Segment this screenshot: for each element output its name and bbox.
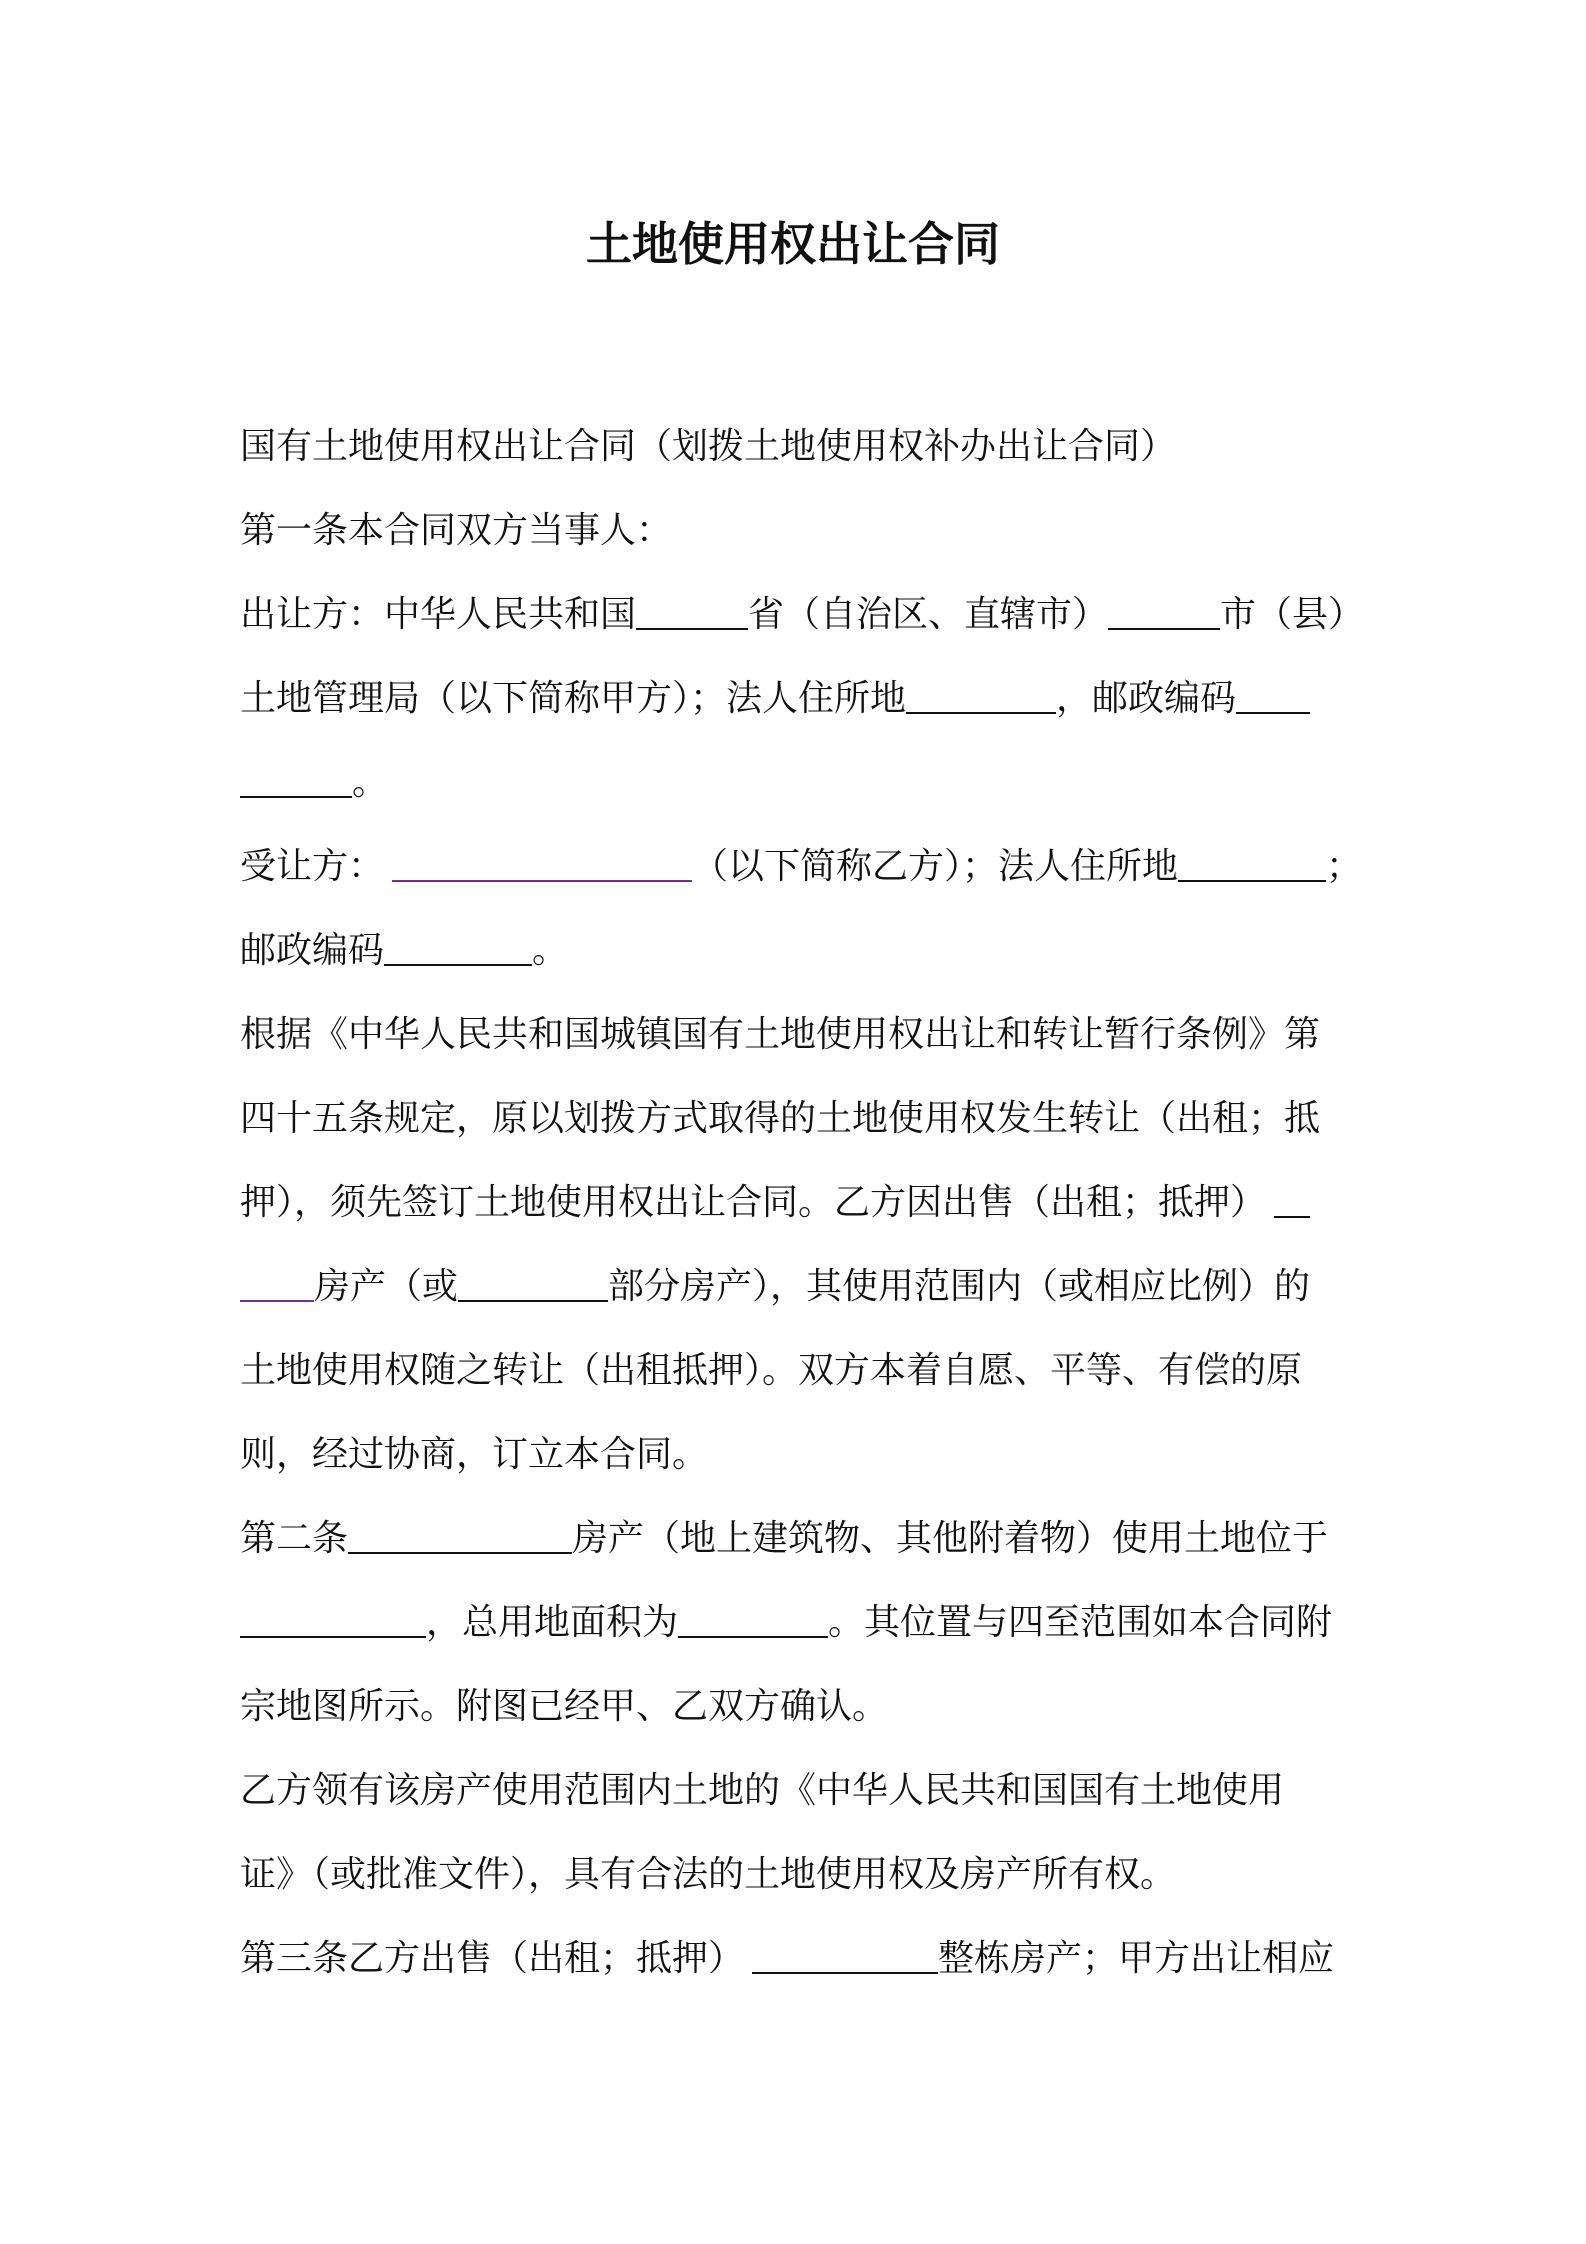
text-segment: 部分房产），其使用范围内（或相应比例）的 (608, 1266, 1311, 1307)
property-blank[interactable] (1274, 1180, 1310, 1218)
contract-line-6 (240, 825, 1363, 909)
text-segment: 证》（或批准文件），具有合法的土地使用权及房产所有权。 (240, 1854, 1177, 1895)
party-a-postcode-blank-cont[interactable] (240, 760, 352, 798)
document-title: 土地使用权出让合同 (586, 217, 1000, 271)
partial-property-blank[interactable] (458, 1264, 608, 1302)
text-segment: 乙方领有该房产使用范围内土地的《中华人民共和国国有土地使用 (240, 1770, 1285, 1811)
contract-line-5 (240, 741, 1360, 825)
text-segment: 邮政编码 (240, 930, 385, 971)
article-3-property-blank[interactable] (752, 1936, 938, 1974)
text-segment: 第二条 (240, 1518, 349, 1559)
article-2-property-blank[interactable] (348, 1516, 572, 1554)
party-a-address-blank[interactable] (906, 676, 1056, 714)
contract-line-7 (240, 909, 1360, 993)
text-segment: 市（县） (1220, 594, 1365, 635)
contract-line-19 (240, 1917, 1360, 2001)
text-segment: 房产（或 (314, 1266, 459, 1307)
land-area-blank[interactable] (678, 1600, 828, 1638)
text-segment: 。 (352, 762, 389, 803)
contract-line-2 (240, 489, 1360, 573)
text-segment: 整栋房产；甲方出让相应 (938, 1938, 1335, 1979)
city-blank[interactable] (1108, 592, 1220, 630)
text-segment: 第三条乙方出售（出租；抵押） (240, 1938, 745, 1979)
text-segment: 。 (532, 930, 569, 971)
text-segment: 土地管理局（以下简称甲方）；法人住所地 (240, 678, 907, 719)
party-b-postcode-blank[interactable] (384, 928, 532, 966)
text-segment: 出让方：中华人民共和国 (240, 594, 637, 635)
contract-line-14 (240, 1497, 1360, 1581)
contract-line-10 (240, 1161, 1360, 1245)
contract-line-8 (240, 993, 1360, 1077)
text-segment: 四十五条规定，原以划拨方式取得的土地使用权发生转让（出租；抵 (240, 1098, 1321, 1139)
contract-line-9 (240, 1077, 1360, 1161)
land-location-blank[interactable] (240, 1600, 426, 1638)
text-segment: 第一条本合同双方当事人： (240, 510, 673, 551)
text-segment: ，邮政编码 (1056, 678, 1237, 719)
text-segment: 则，经过协商，订立本合同。 (240, 1434, 709, 1475)
text-segment: ，总用地面积为 (426, 1602, 679, 1643)
text-segment: 。其位置与四至范围如本合同附 (828, 1602, 1333, 1643)
contract-body (240, 405, 1365, 2001)
text-segment: 押），须先签订土地使用权出让合同。乙方因出售（出租；抵押） (240, 1182, 1267, 1223)
text-segment: 土地使用权随之转让（出租抵押）。双方本着自愿、平等、有偿的原 (240, 1350, 1303, 1391)
contract-line-3 (240, 573, 1365, 657)
text-segment: 受让方： (240, 846, 385, 887)
contract-line-1 (240, 405, 1360, 489)
contract-line-12 (240, 1329, 1360, 1413)
province-blank[interactable] (636, 592, 748, 630)
contract-line-16 (240, 1665, 1360, 1749)
contract-line-4 (240, 657, 1360, 741)
text-segment: ； (1326, 846, 1363, 887)
property-blank-cont[interactable] (240, 1264, 314, 1302)
contract-line-18 (240, 1833, 1360, 1917)
party-b-name-blank[interactable] (392, 844, 692, 882)
text-segment: 宗地图所示。附图已经甲、乙双方确认。 (240, 1686, 889, 1727)
party-b-address-blank[interactable] (1178, 844, 1326, 882)
contract-line-11 (240, 1245, 1360, 1329)
contract-line-13 (240, 1413, 1360, 1497)
text-segment: 国有土地使用权出让合同（划拨土地使用权补办出让合同） (240, 426, 1177, 467)
text-segment: （以下简称乙方）；法人住所地 (692, 846, 1179, 887)
party-a-postcode-blank[interactable] (1236, 676, 1310, 714)
text-segment: 根据《中华人民共和国城镇国有土地使用权出让和转让暂行条例》第 (240, 1014, 1321, 1055)
contract-line-17 (240, 1749, 1360, 1833)
contract-line-15 (240, 1581, 1360, 1665)
text-segment: 省（自治区、直辖市） (748, 594, 1109, 635)
text-segment: 房产（地上建筑物、其他附着物）使用土地位于 (572, 1518, 1329, 1559)
